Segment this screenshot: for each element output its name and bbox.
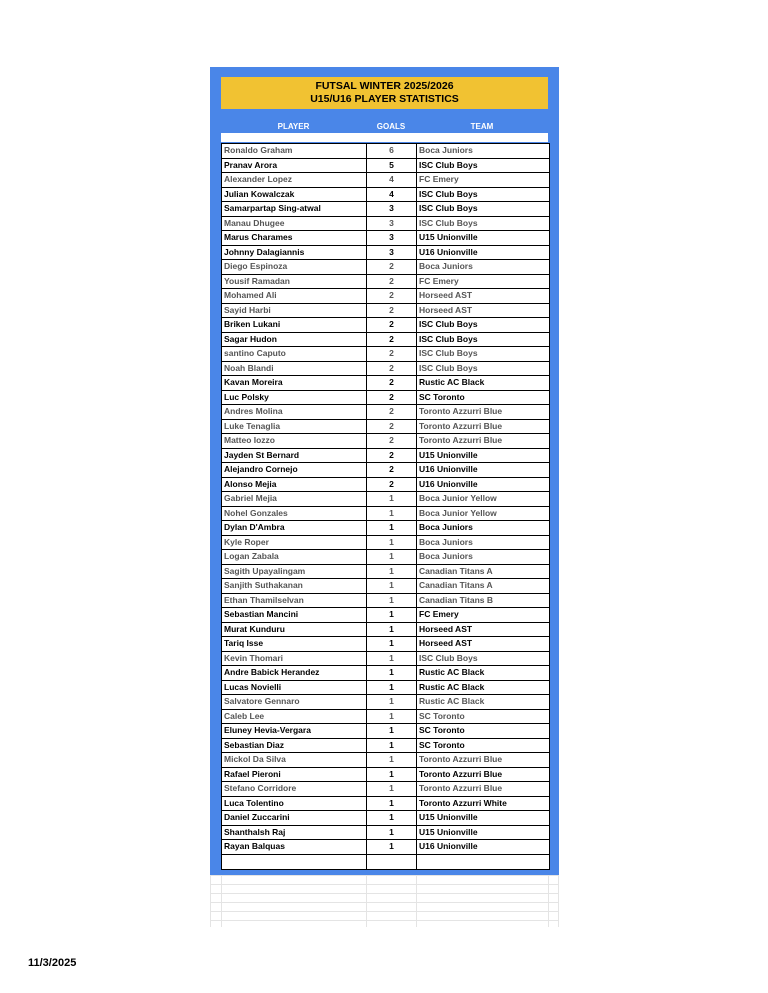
- empty-table-row: [222, 855, 549, 870]
- player-cell: Sayid Harbi: [222, 304, 367, 318]
- table-row: [222, 768, 549, 783]
- table-row: [222, 405, 549, 420]
- player-cell: Alonso Mejia: [222, 478, 367, 492]
- table-row: [222, 173, 549, 188]
- team-cell: U16 Unionville: [419, 478, 478, 489]
- table-row: [222, 536, 549, 551]
- goals-cell: 1: [367, 521, 417, 535]
- column-header-player: PLAYER: [277, 122, 310, 131]
- team-cell: Toronto Azzurri Blue: [419, 435, 503, 445]
- table-row: [222, 449, 549, 464]
- table-row: [222, 739, 549, 754]
- table-row: [222, 840, 549, 855]
- table-row: [222, 333, 549, 348]
- goals-cell: 1: [367, 753, 417, 767]
- table-row: [222, 623, 549, 638]
- player-cell: Kavan Moreira: [222, 376, 367, 390]
- goals-cell: 1: [367, 623, 417, 637]
- grid-line: [210, 884, 559, 885]
- goals-cell: 1: [367, 724, 417, 738]
- team-cell: ISC Club Boys: [419, 319, 478, 329]
- team-cell: SC Toronto: [419, 710, 465, 721]
- goals-cell: 1: [367, 797, 417, 811]
- table-row: [222, 434, 549, 449]
- grid-line: [210, 875, 559, 876]
- player-cell: Julian Kowalczak: [222, 188, 367, 202]
- player-cell: Tariq Isse: [222, 637, 367, 651]
- player-cell: Mickol Da Silva: [222, 753, 367, 767]
- table-row: [222, 246, 549, 261]
- team-cell: FC Emery: [419, 609, 459, 619]
- table-row: [222, 782, 549, 797]
- print-date: 11/3/2025: [28, 957, 77, 969]
- player-cell: Eluney Hevia-Vergara: [222, 724, 367, 738]
- grid-line: [210, 875, 211, 927]
- table-row: [222, 231, 549, 246]
- team-cell: Boca Juniors: [419, 551, 473, 561]
- player-cell: Luca Tolentino: [222, 797, 367, 811]
- team-cell: FC Emery: [419, 275, 459, 286]
- goals-cell: 2: [367, 260, 417, 274]
- player-cell: Sagith Upayalingam: [222, 565, 367, 579]
- goals-cell: 3: [367, 202, 417, 216]
- table-row: [222, 579, 549, 594]
- player-cell: Shanthalsh Raj: [222, 826, 367, 840]
- title-line-2: U15/U16 PLAYER STATISTICS: [310, 93, 459, 105]
- team-cell: Rustic AC Black: [419, 696, 485, 706]
- team-cell: Toronto Azzurri Blue: [419, 768, 503, 779]
- player-cell: Stefano Corridore: [222, 782, 367, 796]
- table-row: [222, 188, 549, 203]
- goals-cell: 1: [367, 579, 417, 593]
- team-cell: U16 Unionville: [419, 464, 478, 474]
- goals-cell: 1: [367, 608, 417, 622]
- table-row: [222, 753, 549, 768]
- team-cell: Horseed AST: [419, 290, 473, 300]
- table-row: [222, 608, 549, 623]
- player-cell: Kyle Roper: [222, 536, 367, 550]
- table-row: [222, 463, 549, 478]
- player-cell: Marus Charames: [222, 231, 367, 245]
- goals-cell: 1: [367, 666, 417, 680]
- table-row: [222, 565, 549, 580]
- goals-cell: 1: [367, 637, 417, 651]
- grid-line: [221, 875, 222, 927]
- team-cell: Toronto Azzurri Blue: [419, 406, 503, 416]
- table-row: [222, 637, 549, 652]
- goals-cell: 3: [367, 217, 417, 231]
- player-cell: Andre Babick Herandez: [222, 666, 367, 680]
- goals-cell: 2: [367, 318, 417, 332]
- team-cell: Canadian Titans A: [419, 580, 493, 590]
- player-cell: Sagar Hudon: [222, 333, 367, 347]
- table-row: [222, 550, 549, 565]
- goals-cell: 1: [367, 811, 417, 825]
- team-cell: Boca Junior Yellow: [419, 507, 497, 518]
- table-row: [222, 144, 549, 159]
- table-row: [222, 797, 549, 812]
- table-row: [222, 289, 549, 304]
- team-cell: ISC Club Boys: [419, 362, 478, 373]
- team-cell: Boca Juniors: [419, 536, 473, 547]
- player-cell: Luc Polsky: [222, 391, 367, 405]
- player-cell: Diego Espinoza: [222, 260, 367, 274]
- table-row: [222, 507, 549, 522]
- goals-cell: 1: [367, 768, 417, 782]
- blank-spacer-row: [221, 133, 548, 142]
- goals-cell: 2: [367, 289, 417, 303]
- goals-cell: 2: [367, 275, 417, 289]
- goals-cell: 2: [367, 405, 417, 419]
- title-banner: [221, 77, 548, 109]
- team-cell: Horseed AST: [419, 623, 473, 634]
- table-row: [222, 492, 549, 507]
- goals-cell: 1: [367, 565, 417, 579]
- player-cell: Kevin Thomari: [222, 652, 367, 666]
- player-cell: Nohel Gonzales: [222, 507, 367, 521]
- goals-cell: 1: [367, 507, 417, 521]
- table-row: [222, 318, 549, 333]
- goals-cell: 5: [367, 159, 417, 173]
- player-cell: Lucas Novielli: [222, 681, 367, 695]
- team-cell: FC Emery: [419, 174, 459, 184]
- team-cell: ISC Club Boys: [419, 348, 478, 358]
- team-cell: U15 Unionville: [419, 232, 478, 242]
- goals-cell: 1: [367, 681, 417, 695]
- player-cell: Samarpartap Sing-atwal: [222, 202, 367, 216]
- table-row: [222, 521, 549, 536]
- goals-cell: 3: [367, 231, 417, 245]
- goals-cell: 2: [367, 449, 417, 463]
- team-cell: ISC Club Boys: [419, 652, 478, 663]
- team-cell: ISC Club Boys: [419, 159, 478, 170]
- team-cell: SC Toronto: [419, 391, 465, 402]
- goals-cell: 1: [367, 536, 417, 550]
- column-header-team: TEAM: [470, 122, 494, 131]
- player-cell: Jayden St Bernard: [222, 449, 367, 463]
- table-row: [222, 376, 549, 391]
- player-cell: Rayan Balquas: [222, 840, 367, 854]
- table-row: [222, 478, 549, 493]
- goals-cell: 2: [367, 463, 417, 477]
- team-cell: ISC Club Boys: [419, 333, 478, 344]
- table-row: [222, 304, 549, 319]
- table-row: [222, 666, 549, 681]
- team-cell: Horseed AST: [419, 304, 473, 315]
- table-row: [222, 391, 549, 406]
- player-cell: Rafael Pieroni: [222, 768, 367, 782]
- grid-line: [416, 875, 417, 927]
- team-cell: Toronto Azzurri Blue: [419, 783, 503, 793]
- table-row: [222, 202, 549, 217]
- goals-cell: 2: [367, 362, 417, 376]
- team-cell: Boca Junior Yellow: [419, 493, 497, 503]
- table-row: [222, 811, 549, 826]
- empty-grid-area: [210, 875, 559, 927]
- player-cell: Briken Lukani: [222, 318, 367, 332]
- player-cell: santino Caputo: [222, 347, 367, 361]
- goals-cell: 2: [367, 304, 417, 318]
- team-cell: ISC Club Boys: [419, 188, 478, 199]
- team-cell: U16 Unionville: [419, 841, 478, 851]
- player-cell: Logan Zabala: [222, 550, 367, 564]
- player-cell: Pranav Arora: [222, 159, 367, 173]
- goals-cell: 3: [367, 246, 417, 260]
- team-cell: Boca Juniors: [419, 522, 473, 532]
- player-cell: Ronaldo Graham: [222, 144, 367, 158]
- player-cell: Caleb Lee: [222, 710, 367, 724]
- grid-line: [366, 875, 367, 927]
- goals-cell: 1: [367, 695, 417, 709]
- team-cell: U15 Unionville: [419, 812, 478, 822]
- goals-cell: 2: [367, 347, 417, 361]
- table-row: [222, 420, 549, 435]
- player-cell: Sanjith Suthakanan: [222, 579, 367, 593]
- team-cell: Rustic AC Black: [419, 377, 485, 387]
- team-cell: ISC Club Boys: [419, 203, 478, 213]
- goals-cell: 2: [367, 333, 417, 347]
- goals-cell: 2: [367, 376, 417, 390]
- table-row: [222, 260, 549, 275]
- player-cell: Noah Blandi: [222, 362, 367, 376]
- team-cell: Boca Juniors: [419, 145, 473, 155]
- table-row: [222, 275, 549, 290]
- stats-sheet: [210, 67, 559, 875]
- grid-line: [210, 902, 559, 903]
- goals-cell: 4: [367, 173, 417, 187]
- team-cell: Boca Juniors: [419, 261, 473, 271]
- table-row: [222, 826, 549, 841]
- team-cell: Toronto Azzurri Blue: [419, 754, 503, 764]
- table-row: [222, 217, 549, 232]
- goals-cell: 1: [367, 550, 417, 564]
- grid-line: [210, 920, 559, 921]
- grid-line: [548, 875, 549, 927]
- goals-cell: 2: [367, 420, 417, 434]
- table-row: [222, 695, 549, 710]
- player-cell: Daniel Zuccarini: [222, 811, 367, 825]
- player-cell: Alexander Lopez: [222, 173, 367, 187]
- empty-cell: [222, 855, 367, 870]
- player-stats-table: [221, 143, 550, 870]
- player-cell: Matteo Iozzo: [222, 434, 367, 448]
- player-cell: Gabriel Mejia: [222, 492, 367, 506]
- goals-cell: 2: [367, 391, 417, 405]
- goals-cell: 2: [367, 434, 417, 448]
- team-cell: U15 Unionville: [419, 449, 478, 460]
- goals-cell: 1: [367, 739, 417, 753]
- table-row: [222, 362, 549, 377]
- player-cell: Sebastian Diaz: [222, 739, 367, 753]
- title-line-1: FUTSAL WINTER 2025/2026: [315, 80, 454, 92]
- player-cell: Manau Dhugee: [222, 217, 367, 231]
- table-row: [222, 724, 549, 739]
- team-cell: U16 Unionville: [419, 246, 478, 257]
- player-cell: Luke Tenaglia: [222, 420, 367, 434]
- column-header-goals: GOALS: [376, 122, 406, 131]
- team-cell: Rustic AC Black: [419, 667, 485, 677]
- grid-line: [558, 875, 559, 927]
- goals-cell: 1: [367, 710, 417, 724]
- player-cell: Yousif Ramadan: [222, 275, 367, 289]
- player-cell: Salvatore Gennaro: [222, 695, 367, 709]
- player-cell: Sebastian Mancini: [222, 608, 367, 622]
- player-cell: Ethan Thamilselvan: [222, 594, 367, 608]
- grid-line: [210, 893, 559, 894]
- table-row: [222, 652, 549, 667]
- team-cell: Horseed AST: [419, 638, 473, 648]
- team-cell: U15 Unionville: [419, 826, 478, 837]
- player-cell: Johnny Dalagiannis: [222, 246, 367, 260]
- team-cell: SC Toronto: [419, 725, 465, 735]
- empty-cell: [417, 855, 549, 870]
- goals-cell: 6: [367, 144, 417, 158]
- goals-cell: 1: [367, 782, 417, 796]
- goals-cell: 1: [367, 826, 417, 840]
- empty-cell: [367, 855, 417, 870]
- goals-cell: 1: [367, 840, 417, 854]
- goals-cell: 2: [367, 478, 417, 492]
- goals-cell: 1: [367, 594, 417, 608]
- table-row: [222, 710, 549, 725]
- team-cell: ISC Club Boys: [419, 217, 478, 228]
- grid-line: [210, 911, 559, 912]
- player-cell: Mohamed Ali: [222, 289, 367, 303]
- table-row: [222, 347, 549, 362]
- team-cell: Toronto Azzurri Blue: [419, 420, 503, 431]
- table-row: [222, 159, 549, 174]
- team-cell: Toronto Azzurri White: [419, 797, 507, 808]
- player-cell: Murat Kunduru: [222, 623, 367, 637]
- player-cell: Andres Molina: [222, 405, 367, 419]
- player-cell: Dylan D'Ambra: [222, 521, 367, 535]
- table-row: [222, 681, 549, 696]
- team-cell: Canadian Titans B: [419, 594, 493, 605]
- table-row: [222, 594, 549, 609]
- team-cell: Canadian Titans A: [419, 565, 493, 576]
- goals-cell: 4: [367, 188, 417, 202]
- team-cell: SC Toronto: [419, 739, 465, 750]
- goals-cell: 1: [367, 492, 417, 506]
- goals-cell: 1: [367, 652, 417, 666]
- player-cell: Alejandro Cornejo: [222, 463, 367, 477]
- team-cell: Rustic AC Black: [419, 681, 485, 692]
